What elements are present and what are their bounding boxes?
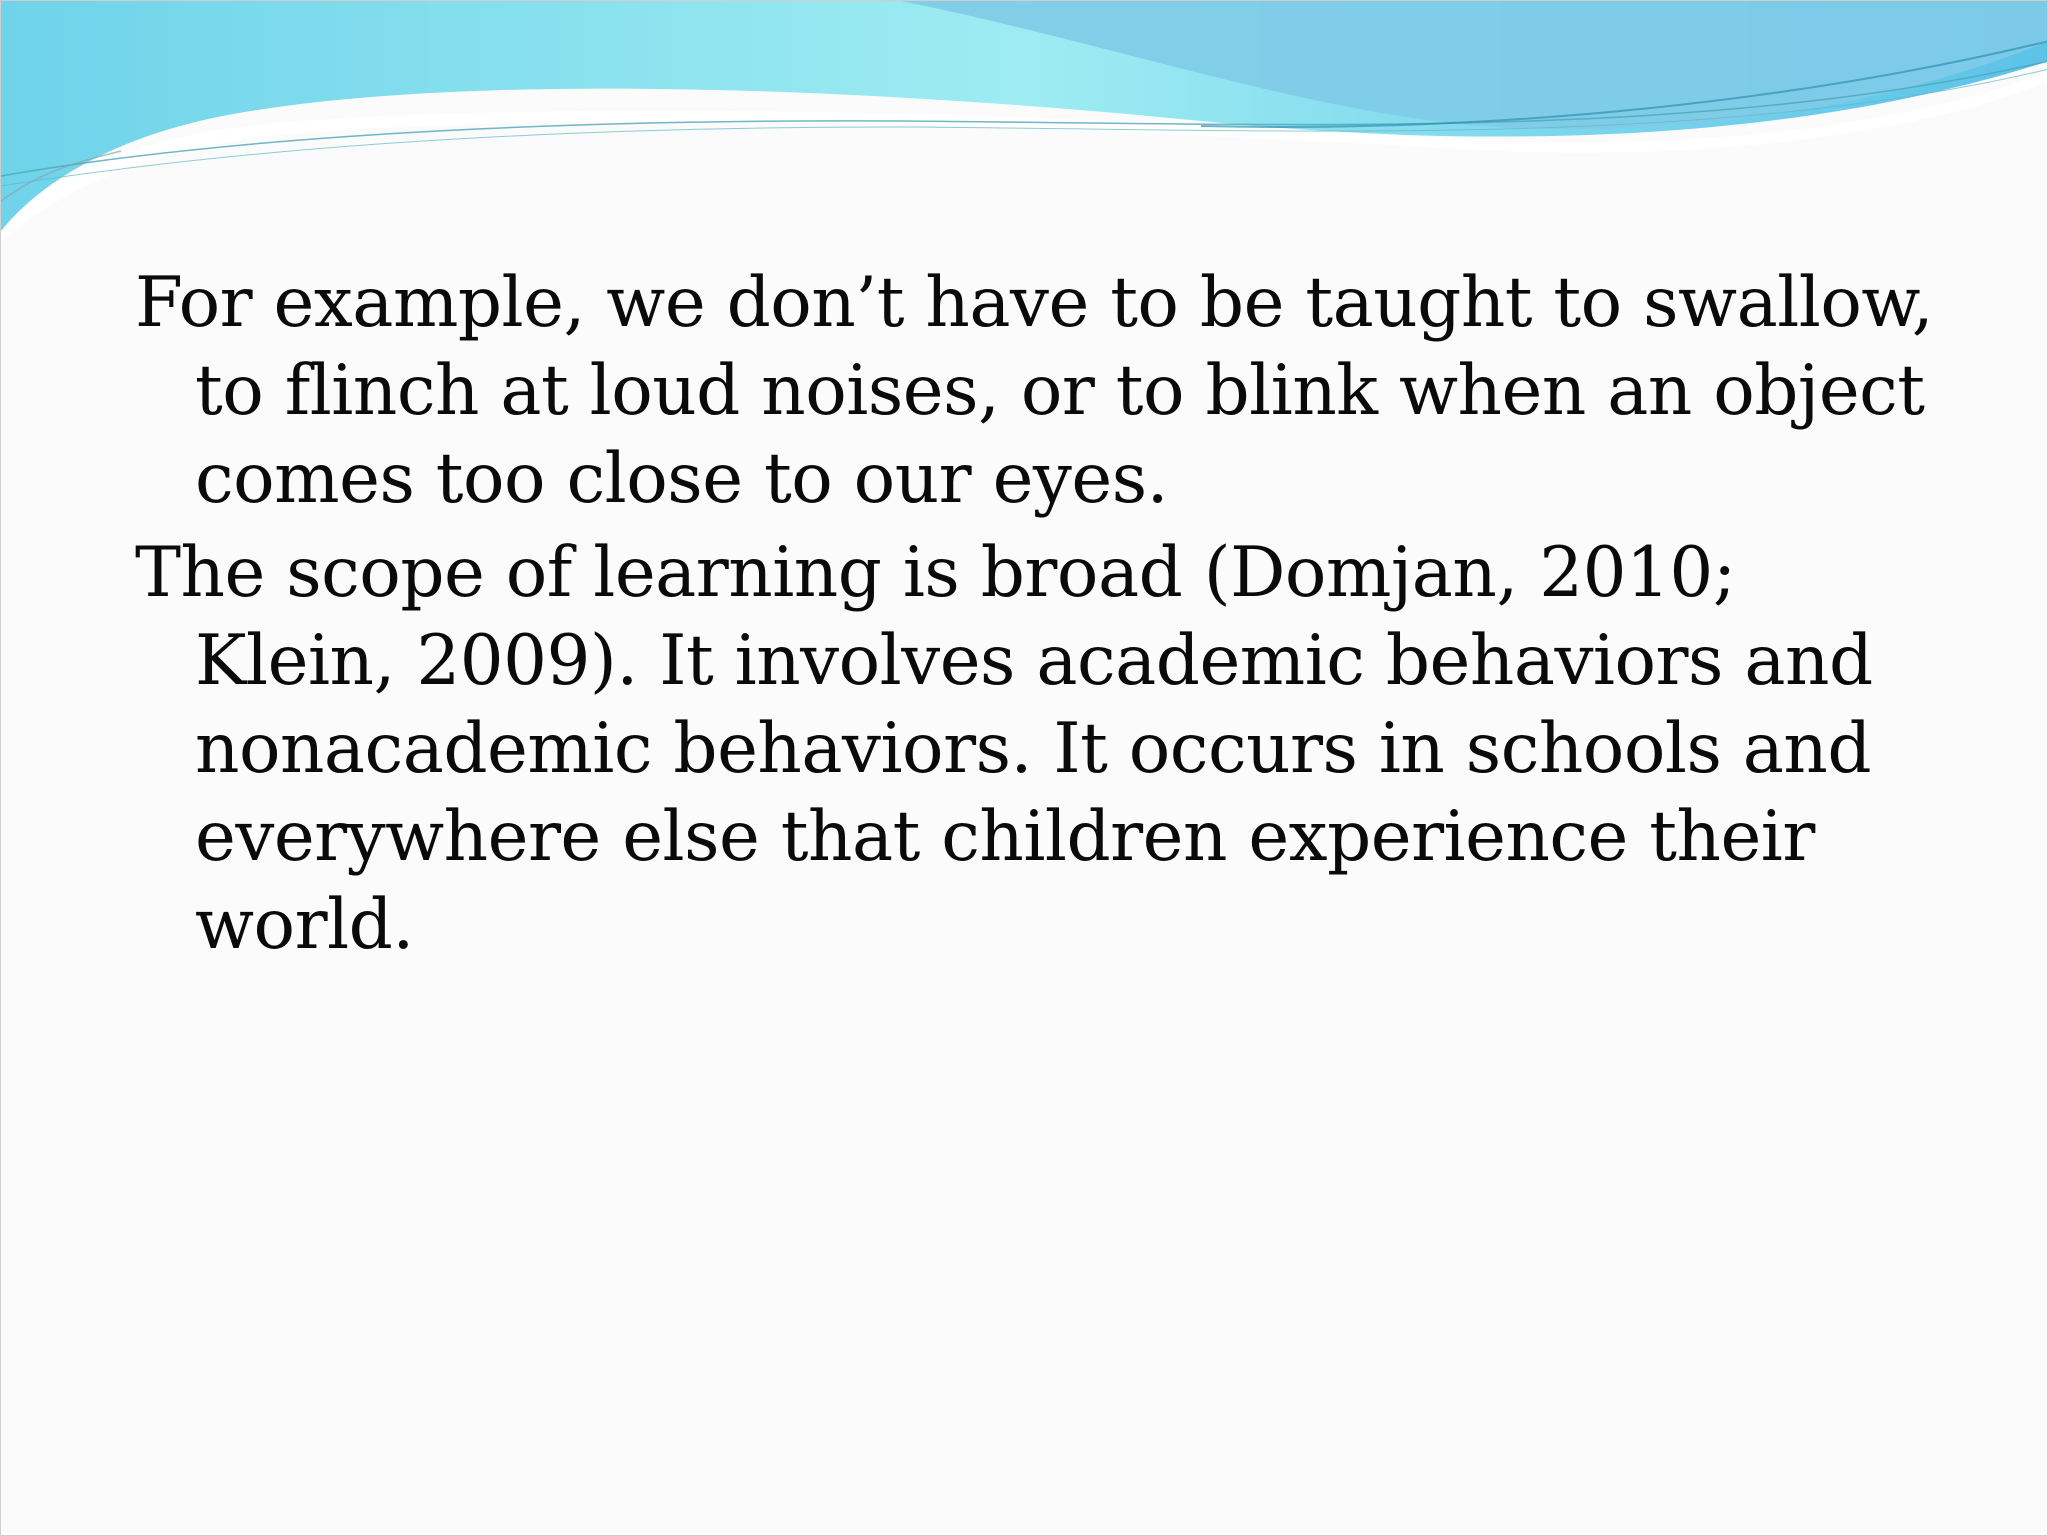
slide-body bbox=[135, 259, 1935, 975]
paragraph-innate-reflexes: For example, we don’t have to be taught to swallow, to flinch at loud noises, or to blink when an object comes too close to our eyes. bbox=[135, 263, 1934, 519]
paragraph-scope-of-learning: The scope of learning is broad (Domjan, 2010; Klein, 2009). It involves academic behaviors and nonacademic behaviors. It occurs in schools and everywhere else that children experience their world. bbox=[135, 533, 1873, 965]
header-wave-decoration bbox=[1, 1, 2048, 241]
